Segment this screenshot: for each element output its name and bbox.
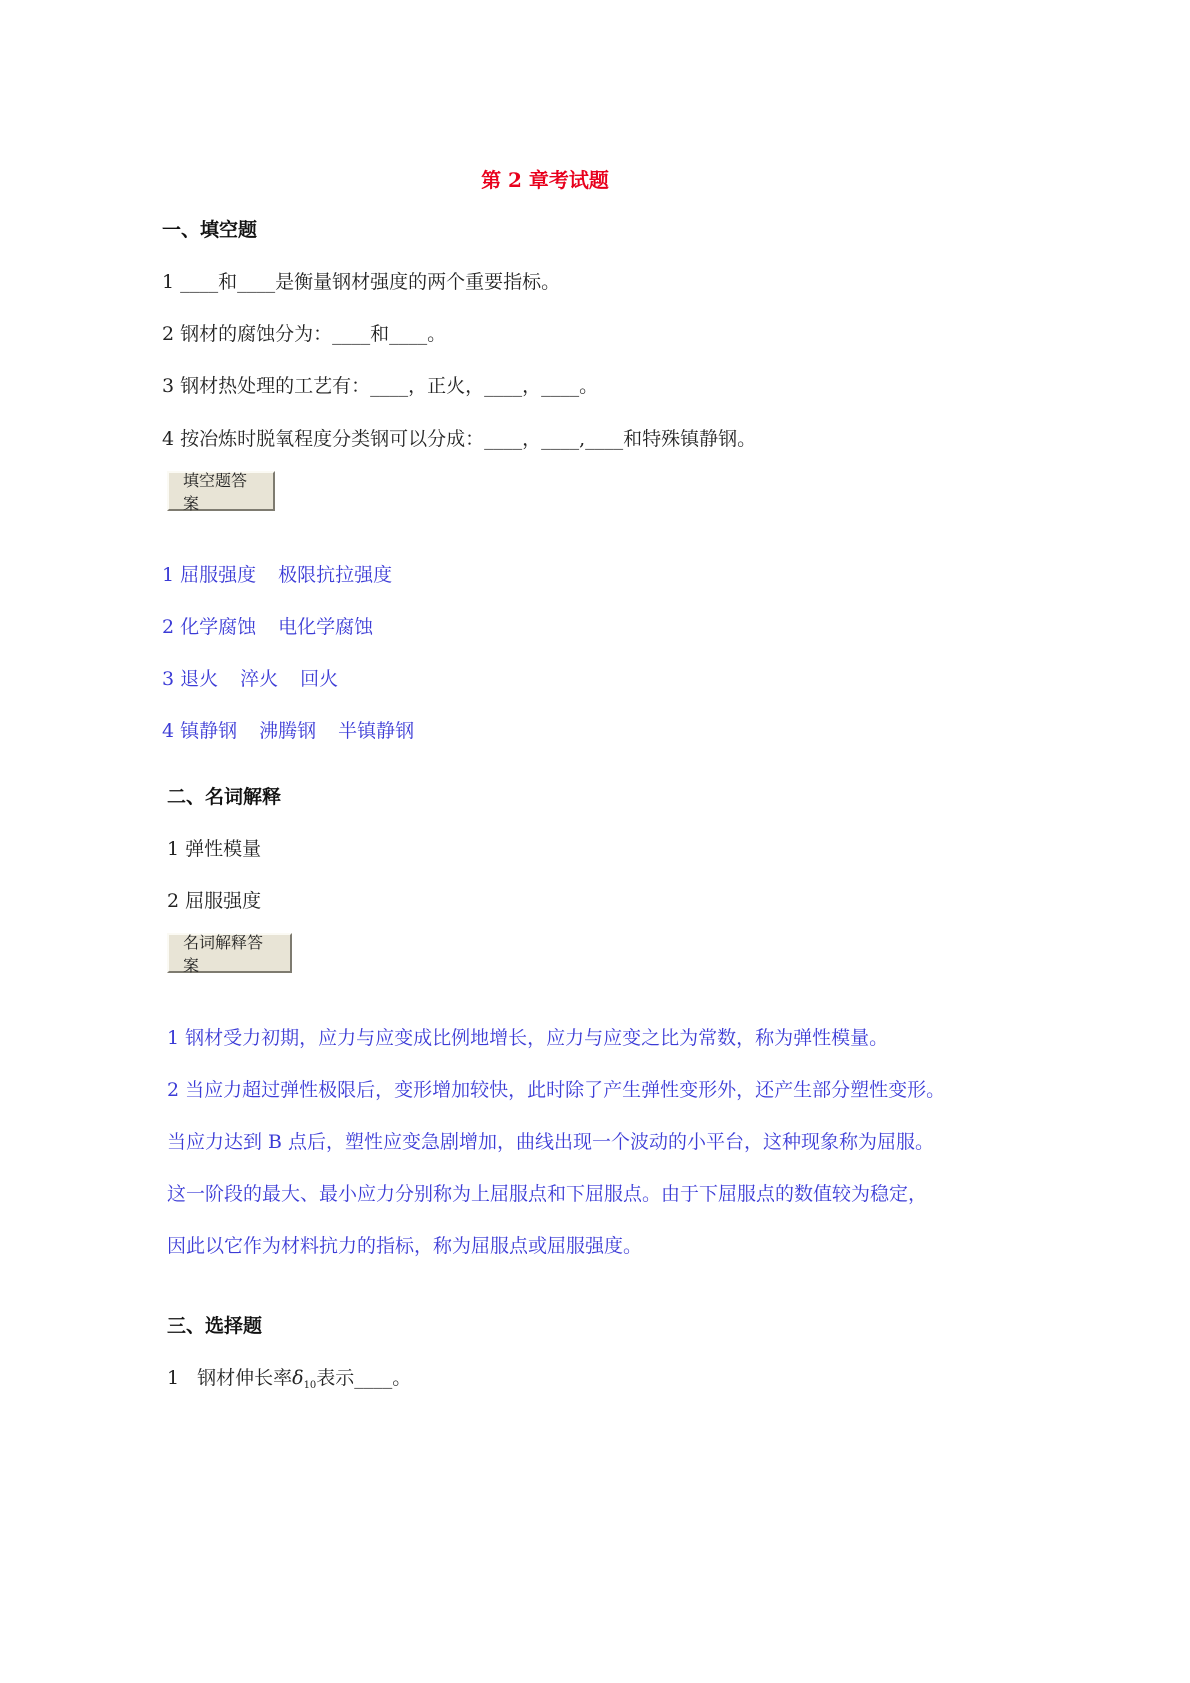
answer-item: 退火 (180, 668, 219, 690)
answer-item: 化学腐蚀 (180, 616, 257, 638)
term-text: 2 屈服强度 (167, 890, 262, 912)
answer-line (162, 664, 338, 691)
answer-paragraph-line: 这一阶段的最大、最小应力分别称为上屈服点和下屈服点。由于下屈服点的数值较为稳定， (167, 1183, 928, 1205)
answer-line (162, 716, 414, 743)
question-suffix: 表示____。 (316, 1367, 412, 1389)
term-text: 1 弹性模量 (167, 838, 262, 860)
delta-symbol: δ (292, 1367, 304, 1389)
section-heading-terms: 二、名词解释 (167, 786, 282, 808)
answer-paragraph-line: 因此以它作为材料抗力的指标，称为屈服点或屈服强度。 (167, 1235, 643, 1257)
answer-item: 淬火 (240, 668, 279, 690)
question-text: 2 钢材的腐蚀分为：____和____。 (162, 323, 447, 345)
terms-answer-button[interactable]: 名词解释答案 (167, 933, 292, 973)
answer-line (162, 560, 392, 587)
section-heading-choice: 三、选择题 (167, 1315, 263, 1337)
choice-question (167, 1363, 411, 1391)
answer-number: 2 (162, 616, 175, 638)
answer-paragraph-line: 当应力达到 B 点后，塑性应变急剧增加，曲线出现一个波动的小平台，这种现象称为屈服。 (167, 1131, 935, 1153)
answer-number: 3 (162, 668, 175, 690)
answer-item: 回火 (300, 668, 339, 690)
fill-blank-answer-button[interactable]: 填空题答案 (167, 471, 275, 511)
page-title: 第 2 章考试题 (481, 168, 609, 192)
answer-number: 4 (162, 720, 175, 742)
answer-item: 极限抗拉强度 (278, 564, 393, 586)
question-text: 1 ____和____是衡量钢材强度的两个重要指标。 (162, 271, 561, 293)
answer-item: 沸腾钢 (259, 720, 317, 742)
delta-subscript: 10 (303, 1380, 317, 1391)
answer-number: 1 (162, 564, 175, 586)
answer-paragraph-line: 2 当应力超过弹性极限后，变形增加较快，此时除了产生弹性变形外，还产生部分塑性变形。 (167, 1079, 946, 1101)
answer-item: 镇静钢 (180, 720, 238, 742)
answer-line (162, 612, 373, 639)
question-text: 3 钢材热处理的工艺有：____，正火，____，____。 (162, 375, 599, 397)
question-number: 1 (167, 1367, 180, 1389)
section-heading-fill-blank: 一、填空题 (162, 219, 258, 241)
question-prefix: 钢材伸长率 (197, 1367, 293, 1389)
question-text: 4 按冶炼时脱氧程度分类钢可以分成：____，____,____和特殊镇静钢。 (162, 428, 757, 450)
answer-item: 半镇静钢 (338, 720, 415, 742)
answer-paragraph-line: 1 钢材受力初期，应力与应变成比例地增长，应力与应变之比为常数，称为弹性模量。 (167, 1027, 889, 1049)
answer-item: 电化学腐蚀 (278, 616, 374, 638)
answer-item: 屈服强度 (180, 564, 257, 586)
